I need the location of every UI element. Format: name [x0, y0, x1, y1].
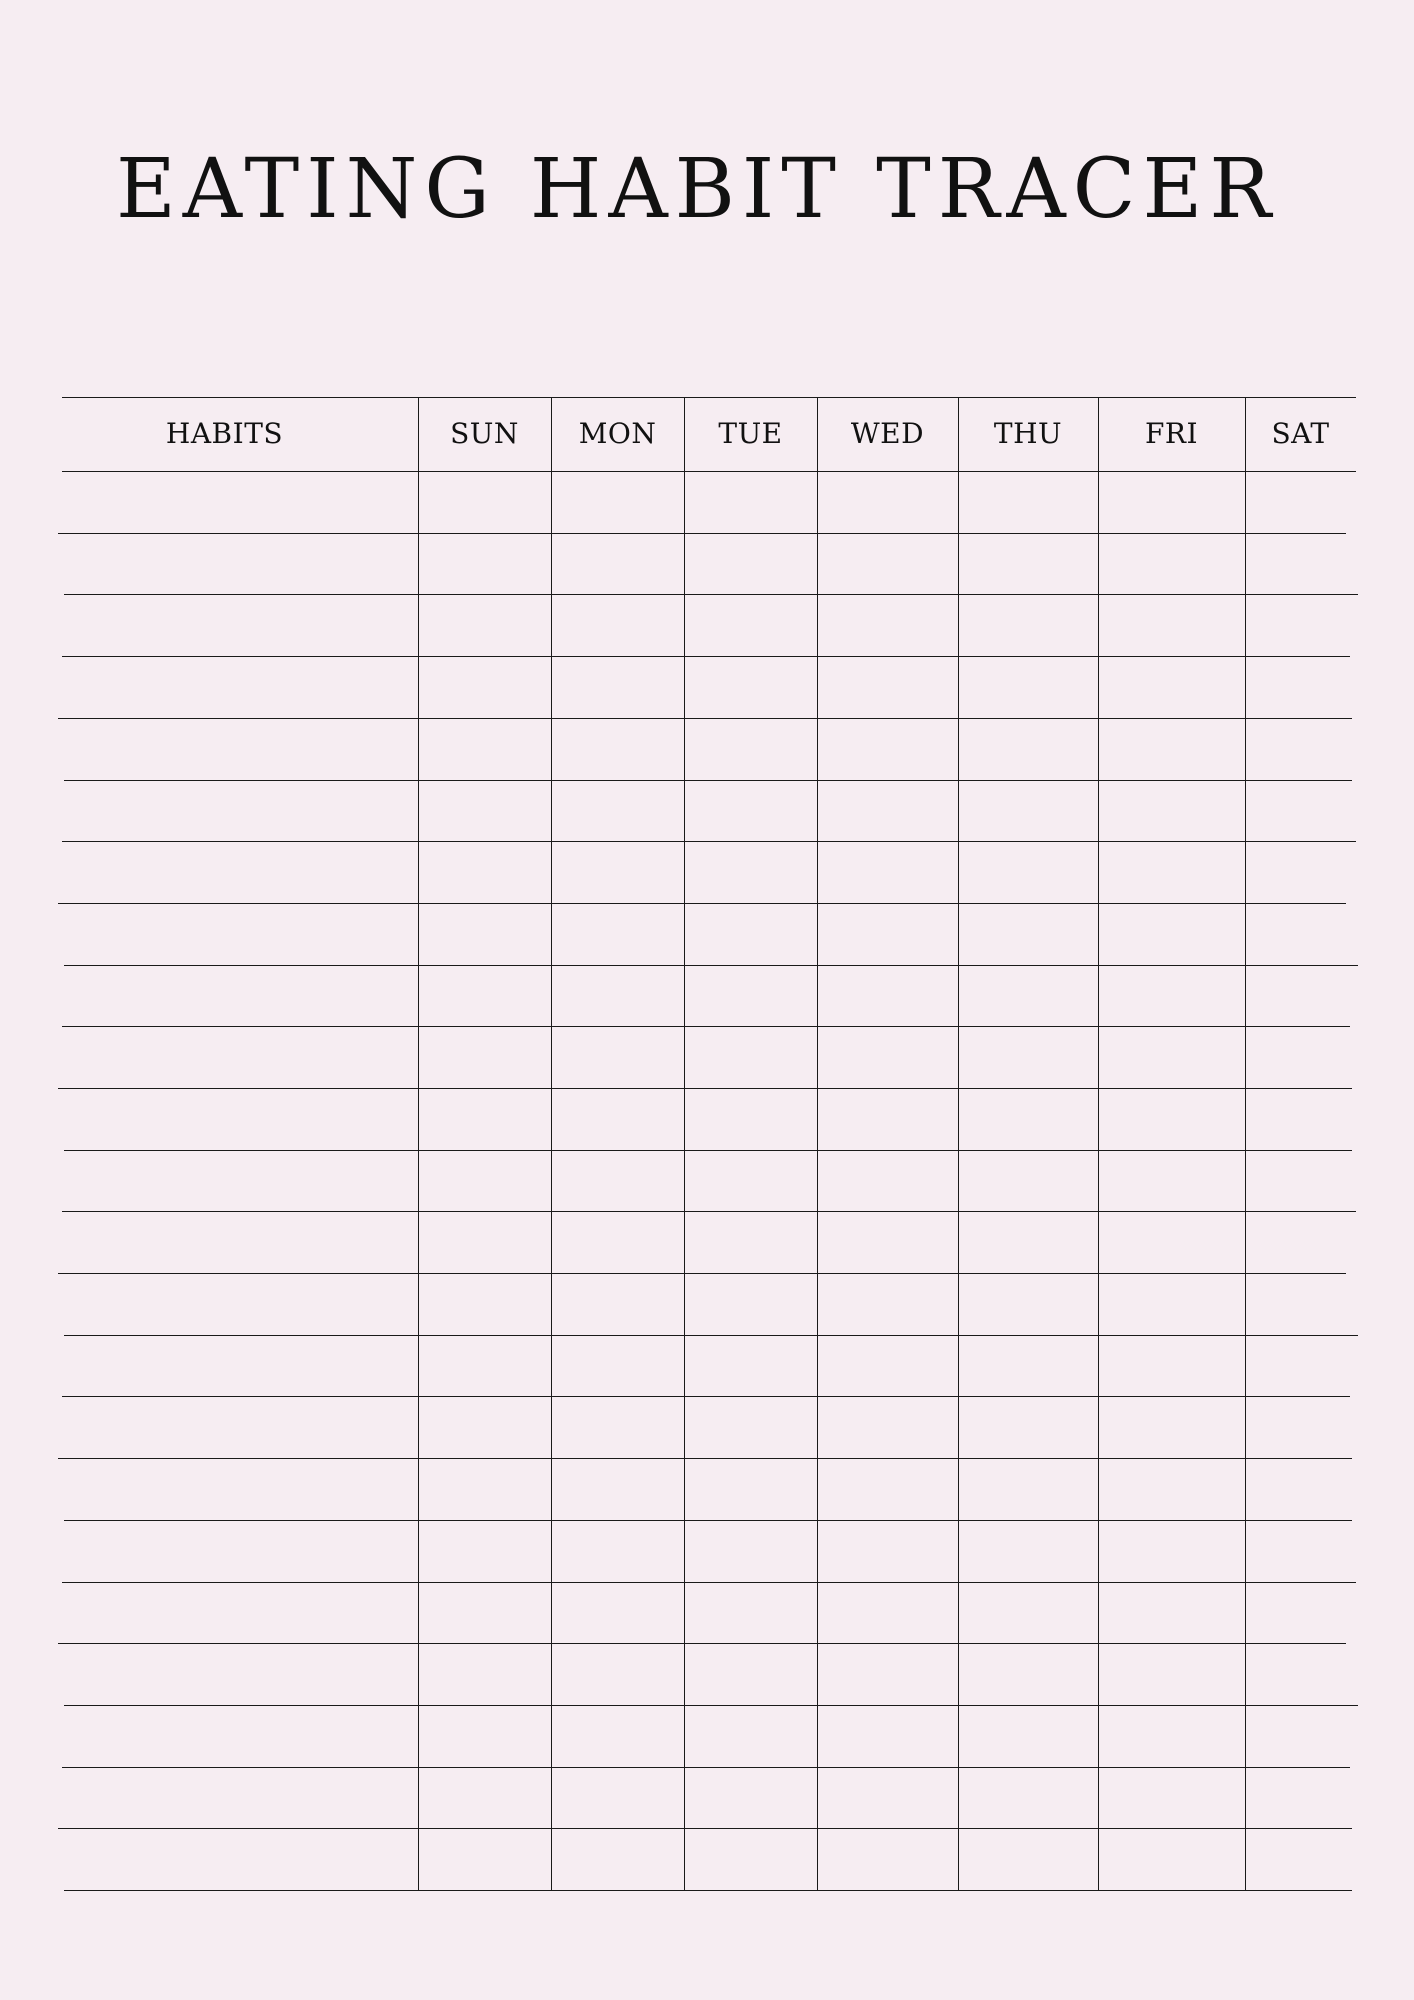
day-check-cell-sun[interactable] [420, 1213, 549, 1271]
day-check-cell-wed[interactable] [819, 1584, 956, 1642]
day-check-cell-tue[interactable] [686, 1707, 815, 1765]
day-check-cell-thu[interactable] [960, 905, 1096, 963]
row-rule [62, 1767, 1350, 1768]
day-check-cell-tue[interactable] [686, 1152, 815, 1210]
column-divider-thu [1098, 397, 1099, 1890]
day-check-cell-sun[interactable] [420, 596, 549, 654]
day-check-cell-thu[interactable] [960, 967, 1096, 1025]
day-check-cell-thu[interactable] [960, 1707, 1096, 1765]
day-check-cell-fri[interactable] [1100, 1275, 1243, 1333]
day-check-cell-mon[interactable] [553, 1645, 682, 1703]
day-check-cell-wed[interactable] [819, 658, 956, 716]
row-rule [58, 1643, 1346, 1644]
habit-name-cell[interactable] [64, 596, 416, 654]
day-check-cell-sun[interactable] [420, 1337, 549, 1395]
day-check-cell-wed[interactable] [819, 905, 956, 963]
row-rule [58, 1088, 1352, 1089]
day-check-cell-fri[interactable] [1100, 1584, 1243, 1642]
header-bottom-rule [62, 471, 1356, 472]
column-divider-sun [551, 397, 552, 1890]
habit-name-cell[interactable] [64, 1645, 416, 1703]
day-check-cell-fri[interactable] [1100, 720, 1243, 778]
page-title: EATING HABIT TRACER [115, 142, 1279, 237]
day-check-cell-sun[interactable] [420, 905, 549, 963]
day-check-cell-thu[interactable] [960, 1337, 1096, 1395]
day-check-cell-sat[interactable] [1247, 1213, 1354, 1271]
day-check-cell-sun[interactable] [420, 1398, 549, 1456]
day-check-cell-fri[interactable] [1100, 1213, 1243, 1271]
day-check-cell-sat[interactable] [1247, 1275, 1354, 1333]
habit-name-cell[interactable] [64, 1152, 416, 1210]
day-check-cell-sat[interactable] [1247, 843, 1354, 901]
day-check-cell-fri[interactable] [1100, 1769, 1243, 1827]
row-rule [64, 1890, 1352, 1891]
day-check-cell-mon[interactable] [553, 905, 682, 963]
column-header-fri: FRI [1144, 417, 1199, 450]
day-check-cell-mon[interactable] [553, 967, 682, 1025]
day-check-cell-mon[interactable] [553, 1213, 682, 1271]
day-check-cell-tue[interactable] [686, 967, 815, 1025]
day-check-cell-mon[interactable] [553, 1769, 682, 1827]
day-check-cell-sun[interactable] [420, 1584, 549, 1642]
habit-name-cell[interactable] [64, 782, 416, 840]
day-check-cell-wed[interactable] [819, 535, 956, 593]
row-rule [64, 1520, 1352, 1521]
day-check-cell-tue[interactable] [686, 1090, 815, 1148]
day-check-cell-fri[interactable] [1100, 1707, 1243, 1765]
row-rule [58, 718, 1352, 719]
column-header-mon: MON [578, 417, 657, 450]
day-check-cell-mon[interactable] [553, 658, 682, 716]
day-check-cell-mon[interactable] [553, 596, 682, 654]
row-rule [62, 1211, 1356, 1212]
day-check-cell-tue[interactable] [686, 720, 815, 778]
day-check-cell-sat[interactable] [1247, 1645, 1354, 1703]
day-check-cell-thu[interactable] [960, 1152, 1096, 1210]
day-check-cell-thu[interactable] [960, 596, 1096, 654]
day-check-cell-sat[interactable] [1247, 1028, 1354, 1086]
day-check-cell-fri[interactable] [1100, 1522, 1243, 1580]
day-check-cell-wed[interactable] [819, 1707, 956, 1765]
day-check-cell-sat[interactable] [1247, 967, 1354, 1025]
day-check-cell-sun[interactable] [420, 1460, 549, 1518]
day-check-cell-sat[interactable] [1247, 1090, 1354, 1148]
row-rule [64, 594, 1358, 595]
habit-name-cell[interactable] [64, 1830, 416, 1888]
day-check-cell-sun[interactable] [420, 843, 549, 901]
day-check-cell-sat[interactable] [1247, 1337, 1354, 1395]
day-check-cell-wed[interactable] [819, 967, 956, 1025]
day-check-cell-thu[interactable] [960, 658, 1096, 716]
row-rule [64, 1150, 1352, 1151]
day-check-cell-wed[interactable] [819, 1460, 956, 1518]
habit-name-cell[interactable] [64, 1584, 416, 1642]
day-check-cell-sat[interactable] [1247, 535, 1354, 593]
day-check-cell-thu[interactable] [960, 843, 1096, 901]
day-check-cell-tue[interactable] [686, 658, 815, 716]
day-check-cell-wed[interactable] [819, 1090, 956, 1148]
day-check-cell-wed[interactable] [819, 782, 956, 840]
row-rule [64, 1705, 1358, 1706]
day-check-cell-tue[interactable] [686, 843, 815, 901]
day-check-cell-sat[interactable] [1247, 1830, 1354, 1888]
row-rule [62, 1582, 1356, 1583]
day-check-cell-wed[interactable] [819, 1337, 956, 1395]
day-check-cell-thu[interactable] [960, 1398, 1096, 1456]
day-check-cell-wed[interactable] [819, 1028, 956, 1086]
day-check-cell-mon[interactable] [553, 535, 682, 593]
day-check-cell-tue[interactable] [686, 1584, 815, 1642]
day-check-cell-wed[interactable] [819, 1769, 956, 1827]
day-check-cell-thu[interactable] [960, 1645, 1096, 1703]
day-check-cell-fri[interactable] [1100, 1398, 1243, 1456]
day-check-cell-tue[interactable] [686, 1645, 815, 1703]
day-check-cell-sat[interactable] [1247, 1152, 1354, 1210]
column-divider-fri [1245, 397, 1246, 1890]
day-check-cell-fri[interactable] [1100, 967, 1243, 1025]
habit-name-cell[interactable] [64, 843, 416, 901]
habit-tracker-table [62, 397, 1356, 1890]
day-check-cell-thu[interactable] [960, 1584, 1096, 1642]
day-check-cell-mon[interactable] [553, 1090, 682, 1148]
habit-name-cell[interactable] [64, 473, 416, 531]
day-check-cell-sun[interactable] [420, 658, 549, 716]
column-header-sat: SAT [1271, 417, 1330, 450]
habit-name-cell[interactable] [64, 1213, 416, 1271]
day-check-cell-mon[interactable] [553, 1707, 682, 1765]
day-check-cell-mon[interactable] [553, 1584, 682, 1642]
day-check-cell-sat[interactable] [1247, 1584, 1354, 1642]
day-check-cell-thu[interactable] [960, 1028, 1096, 1086]
day-check-cell-wed[interactable] [819, 1522, 956, 1580]
day-check-cell-thu[interactable] [960, 1213, 1096, 1271]
habit-name-cell[interactable] [64, 1275, 416, 1333]
day-check-cell-thu[interactable] [960, 535, 1096, 593]
day-check-cell-sat[interactable] [1247, 1769, 1354, 1827]
day-check-cell-sun[interactable] [420, 782, 549, 840]
day-check-cell-fri[interactable] [1100, 1028, 1243, 1086]
habit-name-cell[interactable] [64, 1460, 416, 1518]
habit-name-cell[interactable] [64, 1707, 416, 1765]
day-check-cell-sun[interactable] [420, 1090, 549, 1148]
day-check-cell-sat[interactable] [1247, 905, 1354, 963]
day-check-cell-mon[interactable] [553, 473, 682, 531]
day-check-cell-thu[interactable] [960, 782, 1096, 840]
day-check-cell-tue[interactable] [686, 1213, 815, 1271]
day-check-cell-wed[interactable] [819, 1275, 956, 1333]
day-check-cell-sat[interactable] [1247, 720, 1354, 778]
row-rule [58, 903, 1346, 904]
row-rule [62, 1396, 1350, 1397]
row-rule [58, 1458, 1352, 1459]
column-header-sun: SUN [450, 417, 519, 450]
day-check-cell-wed[interactable] [819, 720, 956, 778]
day-check-cell-fri[interactable] [1100, 843, 1243, 901]
day-check-cell-sun[interactable] [420, 473, 549, 531]
day-check-cell-tue[interactable] [686, 1275, 815, 1333]
column-header-tue: TUE [718, 417, 783, 450]
row-rule [64, 1335, 1358, 1336]
day-check-cell-sun[interactable] [420, 535, 549, 593]
day-check-cell-sat[interactable] [1247, 473, 1354, 531]
day-check-cell-thu[interactable] [960, 473, 1096, 531]
day-check-cell-thu[interactable] [960, 1460, 1096, 1518]
day-check-cell-fri[interactable] [1100, 1337, 1243, 1395]
day-check-cell-mon[interactable] [553, 1522, 682, 1580]
day-check-cell-sun[interactable] [420, 1152, 549, 1210]
day-check-cell-mon[interactable] [553, 1830, 682, 1888]
row-rule [62, 656, 1350, 657]
day-check-cell-wed[interactable] [819, 1152, 956, 1210]
day-check-cell-mon[interactable] [553, 1460, 682, 1518]
day-check-cell-sat[interactable] [1247, 1460, 1354, 1518]
habit-name-cell[interactable] [64, 1090, 416, 1148]
day-check-cell-thu[interactable] [960, 1769, 1096, 1827]
day-check-cell-sun[interactable] [420, 1707, 549, 1765]
day-check-cell-sat[interactable] [1247, 1707, 1354, 1765]
day-check-cell-thu[interactable] [960, 1275, 1096, 1333]
day-check-cell-sun[interactable] [420, 1830, 549, 1888]
column-divider-tue [817, 397, 818, 1890]
day-check-cell-sun[interactable] [420, 1645, 549, 1703]
day-check-cell-fri[interactable] [1100, 535, 1243, 593]
habit-name-cell[interactable] [64, 1769, 416, 1827]
day-check-cell-wed[interactable] [819, 1830, 956, 1888]
column-divider-wed [958, 397, 959, 1890]
day-check-cell-sun[interactable] [420, 720, 549, 778]
day-check-cell-fri[interactable] [1100, 905, 1243, 963]
row-rule [62, 1026, 1350, 1027]
habit-name-cell[interactable] [64, 905, 416, 963]
day-check-cell-tue[interactable] [686, 1460, 815, 1518]
day-check-cell-tue[interactable] [686, 596, 815, 654]
day-check-cell-tue[interactable] [686, 1830, 815, 1888]
day-check-cell-sat[interactable] [1247, 782, 1354, 840]
day-check-cell-fri[interactable] [1100, 473, 1243, 531]
habit-name-cell[interactable] [64, 1398, 416, 1456]
day-check-cell-tue[interactable] [686, 1522, 815, 1580]
day-check-cell-wed[interactable] [819, 473, 956, 531]
day-check-cell-sun[interactable] [420, 967, 549, 1025]
day-check-cell-sun[interactable] [420, 1522, 549, 1580]
day-check-cell-sat[interactable] [1247, 1522, 1354, 1580]
day-check-cell-sat[interactable] [1247, 658, 1354, 716]
day-check-cell-tue[interactable] [686, 535, 815, 593]
day-check-cell-fri[interactable] [1100, 1645, 1243, 1703]
day-check-cell-sun[interactable] [420, 1275, 549, 1333]
day-check-cell-thu[interactable] [960, 1090, 1096, 1148]
day-check-cell-wed[interactable] [819, 1213, 956, 1271]
day-check-cell-tue[interactable] [686, 1337, 815, 1395]
day-check-cell-fri[interactable] [1100, 596, 1243, 654]
habit-name-cell[interactable] [64, 535, 416, 593]
day-check-cell-wed[interactable] [819, 843, 956, 901]
habit-name-cell[interactable] [64, 967, 416, 1025]
habit-name-cell[interactable] [64, 658, 416, 716]
day-check-cell-thu[interactable] [960, 1522, 1096, 1580]
day-check-cell-sun[interactable] [420, 1769, 549, 1827]
day-check-cell-wed[interactable] [819, 596, 956, 654]
day-check-cell-mon[interactable] [553, 1152, 682, 1210]
day-check-cell-fri[interactable] [1100, 658, 1243, 716]
day-check-cell-fri[interactable] [1100, 1830, 1243, 1888]
day-check-cell-wed[interactable] [819, 1645, 956, 1703]
row-rule [58, 533, 1346, 534]
row-rule [58, 1828, 1352, 1829]
column-divider-habits [418, 397, 419, 1890]
day-check-cell-sun[interactable] [420, 1028, 549, 1086]
row-rule [62, 841, 1356, 842]
column-header-habits: HABITS [165, 417, 284, 450]
day-check-cell-fri[interactable] [1100, 1460, 1243, 1518]
day-check-cell-mon[interactable] [553, 1028, 682, 1086]
column-header-thu: THU [993, 417, 1063, 450]
day-check-cell-mon[interactable] [553, 1337, 682, 1395]
column-divider-mon [684, 397, 685, 1890]
day-check-cell-fri[interactable] [1100, 1152, 1243, 1210]
column-header-wed: WED [850, 417, 925, 450]
day-check-cell-thu[interactable] [960, 1830, 1096, 1888]
day-check-cell-mon[interactable] [553, 843, 682, 901]
day-check-cell-fri[interactable] [1100, 782, 1243, 840]
habit-name-cell[interactable] [64, 1337, 416, 1395]
day-check-cell-tue[interactable] [686, 1398, 815, 1456]
day-check-cell-sat[interactable] [1247, 1398, 1354, 1456]
day-check-cell-sat[interactable] [1247, 596, 1354, 654]
day-check-cell-wed[interactable] [819, 1398, 956, 1456]
day-check-cell-tue[interactable] [686, 1769, 815, 1827]
day-check-cell-fri[interactable] [1100, 1090, 1243, 1148]
day-check-cell-mon[interactable] [553, 1398, 682, 1456]
day-check-cell-tue[interactable] [686, 473, 815, 531]
day-check-cell-mon[interactable] [553, 720, 682, 778]
day-check-cell-tue[interactable] [686, 1028, 815, 1086]
day-check-cell-tue[interactable] [686, 905, 815, 963]
day-check-cell-thu[interactable] [960, 720, 1096, 778]
habit-name-cell[interactable] [64, 1028, 416, 1086]
row-rule [58, 1273, 1346, 1274]
habit-name-cell[interactable] [64, 720, 416, 778]
day-check-cell-mon[interactable] [553, 1275, 682, 1333]
habit-name-cell[interactable] [64, 1522, 416, 1580]
row-rule [64, 780, 1352, 781]
day-check-cell-mon[interactable] [553, 782, 682, 840]
day-check-cell-tue[interactable] [686, 782, 815, 840]
row-rule [64, 965, 1358, 966]
